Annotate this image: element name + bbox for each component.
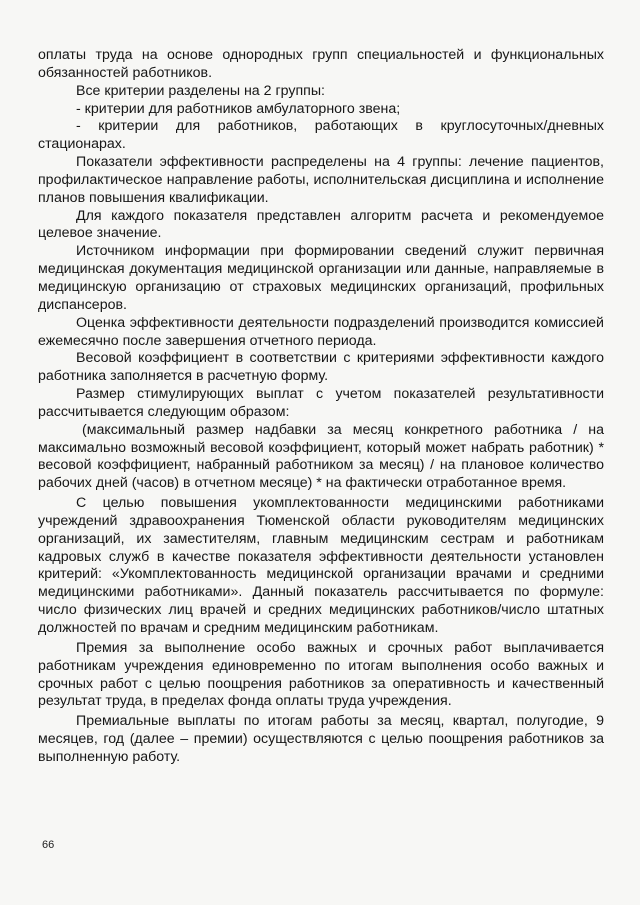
- paragraph-indicator-groups: Показатели эффективности распределены на 4 группы: лечение пациентов, профилактическое направление работы, исполнительская дисциплина и исполнение планов повышения квалификации.: [38, 154, 604, 206]
- paragraph-staffing: С целью повышения укомплектованности медицинскими работниками учреждений здравоохранения Тюменской области руководителям медицинских организаций, их заместителям, главным медицинским сестрам и работникам кадровых служб в качестве показателя эффективности деятельности установлен критерий: «Укомплектованность медицинской организации врачами и средними медицинскими работниками». Данный показатель рассчитывается по формуле: число физических лиц врачей и средних медицинских работников/число штатных должностей по врачам и средним медицинским работникам.: [38, 495, 604, 636]
- list-item-outpatient: - критерии для работников амбулаторного звена;: [76, 100, 401, 117]
- list-item-inpatient: - критерии для работников, работающих в круглосуточных/дневных стационарах.: [38, 118, 604, 153]
- paragraph-bonus-periodic: Премиальные выплаты по итогам работы за месяц, квартал, полугодие, 9 месяцев, год (далее – премии) осуществляются с целью поощрения работников за выполненную работу.: [38, 713, 604, 765]
- paragraph-algorithm: Для каждого показателя представлен алгоритм расчета и рекомендуемое целевое значение.: [38, 207, 604, 242]
- paragraph-formula: (максимальный размер надбавки за месяц конкретного работника / на максимально возможный весовой коэффициент, который может набрать работник) * весовой коэффициент, набранный работником за месяц) / на плановое количество рабочих дней (часов) в отчетном месяце) * на фактически отработанное время.: [38, 421, 604, 492]
- paragraph-pay-basis: оплаты труда на основе однородных групп специальностей и функциональных обязанностей работников.: [38, 47, 604, 81]
- paragraph-weight-coefficient: Весовой коэффициент в соответствии с критериями эффективности каждого работника заполняется в расчетную форму.: [38, 350, 604, 385]
- page-number: 66: [42, 839, 55, 851]
- paragraph-incentive-size: Размер стимулирующих выплат с учетом показателей результативности рассчитывается следующим образом:: [38, 386, 604, 420]
- paragraph-evaluation: Оценка эффективности деятельности подразделений производится комиссией ежемесячно после завершения отчетного периода.: [38, 314, 604, 349]
- paragraph-criteria-groups: Все критерии разделены на 2 группы:: [76, 82, 325, 99]
- paragraph-bonus-urgent: Премия за выполнение особо важных и срочных работ выплачивается работникам учреждения единовременно по итогам выполнения особо важных и срочных работ с целью поощрения работников за оперативность и качественный результат труда, в пределах фонда оплаты труда учреждения.: [38, 639, 604, 710]
- paragraph-data-source: Источником информации при формировании сведений служит первичная медицинская документация медицинской организации или данные, направляемые в медицинскую организацию от страховых медицинских организаций, профильных диспансеров.: [38, 243, 604, 313]
